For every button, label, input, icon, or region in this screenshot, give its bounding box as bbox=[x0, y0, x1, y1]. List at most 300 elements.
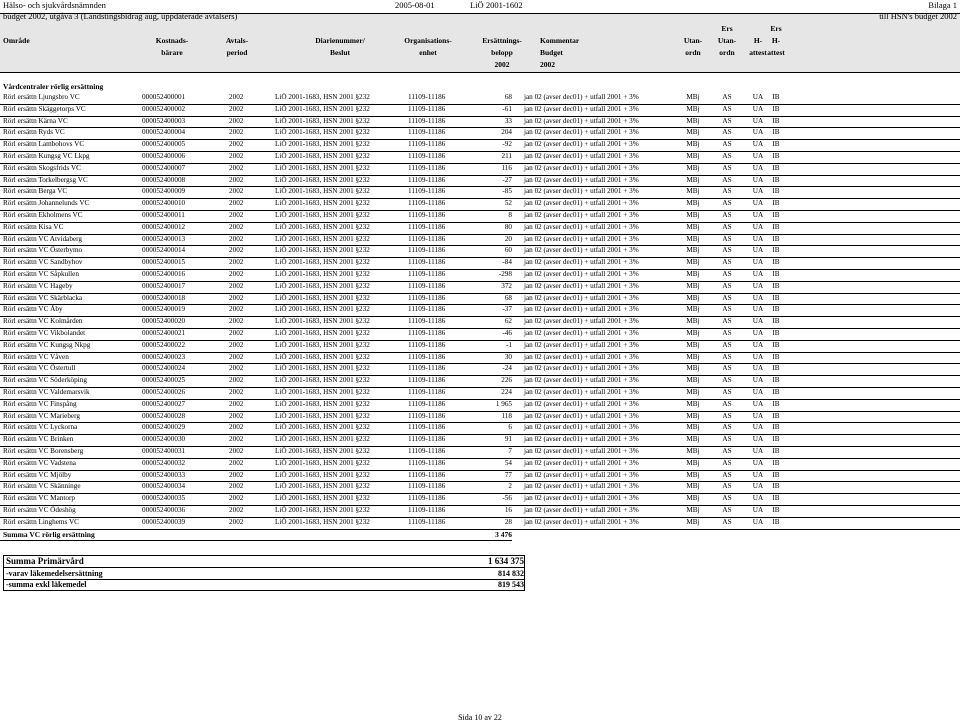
cell-belopp: 7 bbox=[508, 447, 512, 455]
section-total-row bbox=[0, 529, 512, 542]
org-name: Hälso- och sjukvårdsnämnden bbox=[3, 0, 106, 10]
cell-kostnadsbarare: 000052400017 bbox=[142, 281, 186, 290]
cell-ers-utanordn: AS bbox=[722, 447, 732, 455]
cell-kommentar: jan 02 (avser dec01) + utfall 2001 + 3% bbox=[524, 447, 639, 455]
cell-ers-utanordn: AS bbox=[722, 317, 732, 326]
cell-belopp: -24 bbox=[502, 364, 512, 373]
cell-utanordn: MBj bbox=[686, 270, 700, 278]
cell-ers-hattest: IB bbox=[772, 494, 780, 503]
cell-utanordn: MBj bbox=[686, 258, 700, 267]
cell-ers-utanordn: AS bbox=[722, 281, 732, 290]
cell-omrade: Rörl ersättn VC Skänninge bbox=[3, 482, 81, 491]
cell-beslut: LiÖ 2001-1683, HSN 2001 §232 bbox=[275, 199, 370, 208]
cell-ers-hattest: IB bbox=[772, 470, 780, 479]
cell-kostnadsbarare: 000052400018 bbox=[142, 293, 186, 302]
cell-ers-hattest: IB bbox=[772, 352, 780, 361]
cell-omrade: Rörl ersättn VC Mjölby bbox=[3, 470, 72, 479]
cell-utanordn: MBj bbox=[686, 234, 700, 243]
cell-kommentar: jan 02 (avser dec01) + utfall 2001 + 3% bbox=[524, 506, 639, 514]
cell-beslut: LiÖ 2001-1683, HSN 2001 §232 bbox=[275, 246, 370, 255]
cell-ers-hattest: IB bbox=[772, 340, 780, 349]
summary-exkl-label: -summa exkl läkemedel bbox=[6, 580, 87, 589]
document-reference: LiÖ 2001-1602 bbox=[470, 0, 523, 10]
cell-period: 2002 bbox=[229, 447, 244, 455]
cell-period: 2002 bbox=[229, 329, 244, 337]
cell-period: 2002 bbox=[229, 388, 244, 396]
cell-enhet: 11109-11186 bbox=[408, 199, 446, 208]
cell-hattest: UA bbox=[752, 517, 764, 526]
cell-kommentar: jan 02 (avser dec01) + utfall 2001 + 3% bbox=[524, 175, 639, 184]
cell-beslut: LiÖ 2001-1683, HSN 2001 §232 bbox=[275, 388, 370, 396]
cell-ers-hattest: IB bbox=[772, 305, 780, 314]
cell-hattest: UA bbox=[752, 340, 764, 349]
col-hattest-1: H- bbox=[753, 36, 763, 45]
col-ers-utanordn-0: Ers bbox=[721, 24, 733, 33]
cell-omrade: Rörl ersättn VC Skärblacka bbox=[3, 293, 83, 302]
cell-ers-hattest: IB bbox=[772, 175, 780, 184]
col-kostnadsbarare-1: Kostnads- bbox=[155, 36, 189, 45]
cell-enhet: 11109-11186 bbox=[408, 104, 446, 113]
cell-period: 2002 bbox=[229, 187, 244, 196]
cell-period: 2002 bbox=[229, 293, 244, 302]
cell-enhet: 11109-11186 bbox=[408, 352, 446, 361]
cell-ers-utanordn: AS bbox=[722, 116, 732, 125]
section-total-value: 3 476 bbox=[495, 529, 512, 539]
cell-hattest: UA bbox=[752, 399, 764, 408]
col-hattest-2: attest bbox=[749, 48, 767, 57]
cell-period: 2002 bbox=[229, 506, 244, 514]
cell-beslut: LiÖ 2001-1683, HSN 2001 §232 bbox=[275, 305, 370, 314]
cell-ers-utanordn: AS bbox=[722, 211, 732, 219]
cell-beslut: LiÖ 2001-1683, HSN 2001 §232 bbox=[275, 104, 370, 113]
cell-hattest: UA bbox=[752, 246, 764, 255]
col-kommentar-2: Budget bbox=[540, 48, 563, 57]
cell-omrade: Rörl ersättn VC Atvidaberg bbox=[3, 234, 82, 243]
cell-ers-utanordn: AS bbox=[722, 482, 732, 491]
cell-beslut: LiÖ 2001-1683, HSN 2001 §232 bbox=[275, 399, 370, 408]
cell-ers-hattest: IB bbox=[772, 293, 780, 302]
section-title: Vårdcentraler rörlig ersättning bbox=[3, 82, 104, 91]
cell-ers-utanordn: AS bbox=[722, 458, 732, 467]
cell-omrade: Rörl ersättn VC Lyckorna bbox=[3, 423, 78, 432]
cell-omrade: Rörl ersättn VC Vadstena bbox=[3, 458, 76, 467]
col-utanordn-2: ordn bbox=[685, 48, 701, 57]
cell-ers-utanordn: AS bbox=[722, 270, 732, 278]
cell-kostnadsbarare: 000052400035 bbox=[142, 494, 186, 503]
cell-beslut: LiÖ 2001-1683, HSN 2001 §232 bbox=[275, 116, 370, 125]
cell-ers-hattest: IB bbox=[772, 388, 780, 396]
cell-enhet: 11109-11186 bbox=[408, 329, 446, 337]
cell-omrade: Rörl ersättn Skogsfrids VC bbox=[3, 163, 81, 172]
attachment-label: Bilaga 1 bbox=[928, 0, 957, 10]
cell-hattest: UA bbox=[752, 116, 764, 125]
cell-kostnadsbarare: 000052400008 bbox=[142, 175, 186, 184]
cell-belopp: 118 bbox=[501, 411, 512, 420]
cell-period: 2002 bbox=[229, 435, 244, 444]
cell-belopp: -298 bbox=[498, 270, 512, 278]
summary-exkl bbox=[4, 579, 524, 590]
cell-omrade: Rörl ersättn VC Österbymo bbox=[3, 246, 83, 255]
cell-kostnadsbarare: 000052400011 bbox=[142, 211, 185, 219]
cell-belopp: 62 bbox=[504, 317, 512, 326]
cell-beslut: LiÖ 2001-1683, HSN 2001 §232 bbox=[275, 352, 370, 361]
cell-omrade: Rörl ersättn VC Finspång bbox=[3, 399, 77, 408]
cell-hattest: UA bbox=[752, 234, 764, 243]
summary-lakemedel-label: -varav läkemedelsersättning bbox=[6, 569, 103, 578]
cell-ers-hattest: IB bbox=[772, 116, 780, 125]
cell-hattest: UA bbox=[752, 222, 764, 231]
cell-beslut: LiÖ 2001-1683, HSN 2001 §232 bbox=[275, 423, 370, 432]
col-diarienummer-1: Diarienummer/ bbox=[315, 36, 365, 45]
col-kommentar-1: Kommentar bbox=[540, 36, 580, 45]
summary-lakemedel-value: 814 832 bbox=[498, 569, 524, 578]
cell-omrade: Rörl ersättn VC Marieberg bbox=[3, 411, 80, 420]
cell-omrade: Rörl ersättn VC Sandbyhov bbox=[3, 258, 83, 267]
cell-ers-utanordn: AS bbox=[722, 423, 732, 432]
cell-ers-hattest: IB bbox=[772, 93, 780, 101]
cell-hattest: UA bbox=[752, 187, 764, 196]
col-ers-hattest-2: attest bbox=[767, 48, 785, 57]
cell-period: 2002 bbox=[229, 163, 244, 172]
cell-belopp: 211 bbox=[501, 152, 512, 160]
cell-kostnadsbarare: 000052400033 bbox=[142, 470, 186, 479]
cell-kostnadsbarare: 000052400005 bbox=[142, 140, 186, 149]
cell-enhet: 11109-11186 bbox=[408, 246, 446, 255]
cell-enhet: 11109-11186 bbox=[408, 482, 446, 491]
cell-kommentar: jan 02 (avser dec01) + utfall 2001 + 3% bbox=[524, 187, 639, 196]
section-total-label: Summa VC rörlig ersättning bbox=[3, 529, 95, 539]
cell-ers-utanordn: AS bbox=[722, 376, 732, 385]
cell-enhet: 11109-11186 bbox=[408, 234, 446, 243]
cell-beslut: LiÖ 2001-1683, HSN 2001 §232 bbox=[275, 140, 370, 149]
cell-hattest: UA bbox=[752, 388, 764, 396]
cell-utanordn: MBj bbox=[686, 175, 700, 184]
cell-hattest: UA bbox=[752, 435, 764, 444]
col-ers-hattest-0: Ers bbox=[770, 24, 782, 33]
cell-beslut: LiÖ 2001-1683, HSN 2001 §232 bbox=[275, 211, 370, 219]
cell-belopp: 372 bbox=[501, 281, 512, 290]
cell-utanordn: MBj bbox=[686, 423, 700, 432]
col-avtalsperiod-2: period bbox=[226, 48, 248, 57]
cell-enhet: 11109-11186 bbox=[408, 517, 446, 526]
cell-utanordn: MBj bbox=[686, 388, 700, 396]
cell-hattest: UA bbox=[752, 140, 764, 149]
cell-period: 2002 bbox=[229, 246, 244, 255]
cell-ers-hattest: IB bbox=[772, 128, 780, 137]
cell-omrade: Rörl ersättn Kisa VC bbox=[3, 222, 64, 231]
cell-utanordn: MBj bbox=[686, 447, 700, 455]
cell-kommentar: jan 02 (avser dec01) + utfall 2001 + 3% bbox=[524, 470, 639, 479]
cell-utanordn: MBj bbox=[686, 352, 700, 361]
col-organisationsenhet-1: Organisations- bbox=[404, 36, 452, 45]
cell-enhet: 11109-11186 bbox=[408, 411, 446, 420]
cell-belopp: -92 bbox=[502, 140, 512, 149]
cell-period: 2002 bbox=[229, 317, 244, 326]
cell-omrade: Rörl ersättn Linghems VC bbox=[3, 517, 79, 526]
cell-period: 2002 bbox=[229, 458, 244, 467]
cell-ers-utanordn: AS bbox=[722, 246, 732, 255]
cell-omrade: Rörl ersättn Kungsg VC Lkpg bbox=[3, 152, 90, 160]
col-ers-utanordn-1: Utan- bbox=[717, 36, 737, 45]
cell-period: 2002 bbox=[229, 258, 244, 267]
cell-utanordn: MBj bbox=[686, 506, 700, 514]
cell-period: 2002 bbox=[229, 104, 244, 113]
cell-hattest: UA bbox=[752, 258, 764, 267]
cell-belopp: 52 bbox=[504, 199, 512, 208]
cell-ers-hattest: IB bbox=[772, 376, 780, 385]
cell-belopp: 60 bbox=[504, 246, 512, 255]
cell-enhet: 11109-11186 bbox=[408, 494, 446, 503]
cell-beslut: LiÖ 2001-1683, HSN 2001 §232 bbox=[275, 470, 370, 479]
attachment-sub: till HSN's budget 2002 bbox=[879, 11, 957, 21]
cell-kommentar: jan 02 (avser dec01) + utfall 2001 + 3% bbox=[524, 317, 639, 326]
cell-kommentar: jan 02 (avser dec01) + utfall 2001 + 3% bbox=[524, 435, 639, 444]
cell-ers-utanordn: AS bbox=[722, 340, 732, 349]
cell-ers-utanordn: AS bbox=[722, 494, 732, 503]
cell-enhet: 11109-11186 bbox=[408, 458, 446, 467]
cell-period: 2002 bbox=[229, 128, 244, 137]
cell-enhet: 11109-11186 bbox=[408, 340, 446, 349]
cell-ers-utanordn: AS bbox=[722, 399, 732, 408]
cell-beslut: LiÖ 2001-1683, HSN 2001 §232 bbox=[275, 376, 370, 385]
cell-ers-hattest: IB bbox=[772, 246, 780, 255]
cell-enhet: 11109-11186 bbox=[408, 93, 446, 101]
cell-kommentar: jan 02 (avser dec01) + utfall 2001 + 3% bbox=[524, 352, 639, 361]
cell-hattest: UA bbox=[752, 470, 764, 479]
col-ers-utanordn-2: ordn bbox=[719, 48, 735, 57]
cell-ers-hattest: IB bbox=[772, 317, 780, 326]
cell-beslut: LiÖ 2001-1683, HSN 2001 §232 bbox=[275, 364, 370, 373]
cell-omrade: Rörl ersättn Lambohovs VC bbox=[3, 140, 85, 149]
cell-ers-utanordn: AS bbox=[722, 258, 732, 267]
cell-utanordn: MBj bbox=[686, 470, 700, 479]
cell-belopp: -46 bbox=[502, 329, 512, 337]
cell-utanordn: MBj bbox=[686, 340, 700, 349]
col-belopp-1: Ersättnings- bbox=[482, 36, 522, 45]
summary-lakemedel bbox=[4, 568, 524, 579]
cell-kommentar: jan 02 (avser dec01) + utfall 2001 + 3% bbox=[524, 116, 639, 125]
budget-version: budget 2002, utgåva 3 (Landstingsbidrag aug, uppdaterade avtalsers) bbox=[3, 11, 238, 21]
cell-utanordn: MBj bbox=[686, 329, 700, 337]
cell-kommentar: jan 02 (avser dec01) + utfall 2001 + 3% bbox=[524, 270, 639, 278]
summary-exkl-value: 819 543 bbox=[498, 580, 524, 589]
cell-kommentar: jan 02 (avser dec01) + utfall 2001 + 3% bbox=[524, 140, 639, 149]
cell-ers-utanordn: AS bbox=[722, 187, 732, 196]
cell-ers-hattest: IB bbox=[772, 234, 780, 243]
cell-kommentar: jan 02 (avser dec01) + utfall 2001 + 3% bbox=[524, 104, 639, 113]
cell-enhet: 11109-11186 bbox=[408, 423, 446, 432]
cell-utanordn: MBj bbox=[686, 293, 700, 302]
cell-beslut: LiÖ 2001-1683, HSN 2001 §232 bbox=[275, 152, 370, 160]
cell-belopp: -85 bbox=[502, 187, 512, 196]
cell-omrade: Rörl ersättn Skäggetorps VC bbox=[3, 104, 86, 113]
cell-enhet: 11109-11186 bbox=[408, 128, 446, 137]
col-kommentar-3: 2002 bbox=[540, 60, 555, 69]
cell-period: 2002 bbox=[229, 211, 244, 219]
cell-kommentar: jan 02 (avser dec01) + utfall 2001 + 3% bbox=[524, 482, 639, 491]
cell-belopp: 28 bbox=[504, 517, 512, 526]
cell-hattest: UA bbox=[752, 211, 764, 219]
cell-hattest: UA bbox=[752, 281, 764, 290]
cell-kommentar: jan 02 (avser dec01) + utfall 2001 + 3% bbox=[524, 258, 639, 267]
cell-kommentar: jan 02 (avser dec01) + utfall 2001 + 3% bbox=[524, 411, 639, 420]
cell-utanordn: MBj bbox=[686, 482, 700, 491]
cell-beslut: LiÖ 2001-1683, HSN 2001 §232 bbox=[275, 340, 370, 349]
cell-kommentar: jan 02 (avser dec01) + utfall 2001 + 3% bbox=[524, 152, 639, 160]
cell-beslut: LiÖ 2001-1683, HSN 2001 §232 bbox=[275, 93, 370, 101]
cell-omrade: Rörl ersättn Torkelbergsg VC bbox=[3, 175, 88, 184]
col-utanordn-1: Utan- bbox=[683, 36, 703, 45]
cell-kommentar: jan 02 (avser dec01) + utfall 2001 + 3% bbox=[524, 423, 639, 432]
cell-beslut: LiÖ 2001-1683, HSN 2001 §232 bbox=[275, 222, 370, 231]
cell-ers-utanordn: AS bbox=[722, 506, 732, 514]
cell-kostnadsbarare: 000052400025 bbox=[142, 376, 186, 385]
cell-period: 2002 bbox=[229, 517, 244, 526]
cell-utanordn: MBj bbox=[686, 494, 700, 503]
cell-utanordn: MBj bbox=[686, 199, 700, 208]
cell-ers-utanordn: AS bbox=[722, 435, 732, 444]
cell-ers-hattest: IB bbox=[772, 140, 780, 149]
cell-hattest: UA bbox=[752, 494, 764, 503]
col-diarienummer-2: Beslut bbox=[329, 48, 351, 57]
cell-ers-hattest: IB bbox=[772, 281, 780, 290]
cell-belopp: 6 bbox=[508, 423, 512, 432]
cell-belopp: 224 bbox=[501, 388, 512, 396]
cell-beslut: LiÖ 2001-1683, HSN 2001 §232 bbox=[275, 411, 370, 420]
cell-enhet: 11109-11186 bbox=[408, 470, 446, 479]
cell-kommentar: jan 02 (avser dec01) + utfall 2001 + 3% bbox=[524, 163, 639, 172]
cell-omrade: Rörl ersättn VC Åby bbox=[3, 305, 63, 314]
cell-beslut: LiÖ 2001-1683, HSN 2001 §232 bbox=[275, 482, 370, 491]
cell-ers-utanordn: AS bbox=[722, 293, 732, 302]
cell-utanordn: MBj bbox=[686, 246, 700, 255]
cell-kommentar: jan 02 (avser dec01) + utfall 2001 + 3% bbox=[524, 222, 639, 231]
cell-period: 2002 bbox=[229, 116, 244, 125]
cell-beslut: LiÖ 2001-1683, HSN 2001 §232 bbox=[275, 270, 370, 278]
cell-kommentar: jan 02 (avser dec01) + utfall 2001 + 3% bbox=[524, 305, 639, 314]
cell-period: 2002 bbox=[229, 423, 244, 432]
cell-utanordn: MBj bbox=[686, 517, 700, 526]
cell-enhet: 11109-11186 bbox=[408, 376, 446, 385]
cell-ers-hattest: IB bbox=[772, 211, 780, 219]
cell-ers-utanordn: AS bbox=[722, 234, 732, 243]
cell-kostnadsbarare: 000052400009 bbox=[142, 187, 186, 196]
cell-belopp: 1 965 bbox=[495, 399, 512, 408]
cell-kommentar: jan 02 (avser dec01) + utfall 2001 + 3% bbox=[524, 340, 639, 349]
cell-kostnadsbarare: 000052400013 bbox=[142, 234, 186, 243]
cell-period: 2002 bbox=[229, 376, 244, 385]
cell-ers-hattest: IB bbox=[772, 447, 780, 455]
cell-kostnadsbarare: 000052400003 bbox=[142, 116, 186, 125]
cell-ers-hattest: IB bbox=[772, 199, 780, 208]
cell-kostnadsbarare: 000052400031 bbox=[142, 447, 186, 455]
cell-belopp: -84 bbox=[502, 258, 512, 267]
cell-kostnadsbarare: 000052400012 bbox=[142, 222, 186, 231]
cell-hattest: UA bbox=[752, 305, 764, 314]
cell-kommentar: jan 02 (avser dec01) + utfall 2001 + 3% bbox=[524, 93, 639, 101]
cell-enhet: 11109-11186 bbox=[408, 222, 446, 231]
cell-hattest: UA bbox=[752, 447, 764, 455]
cell-ers-hattest: IB bbox=[772, 506, 780, 514]
cell-hattest: UA bbox=[752, 163, 764, 172]
cell-utanordn: MBj bbox=[686, 222, 700, 231]
cell-omrade: Rörl ersättn Ekholmens VC bbox=[3, 211, 83, 219]
cell-utanordn: MBj bbox=[686, 140, 700, 149]
cell-hattest: UA bbox=[752, 199, 764, 208]
cell-kommentar: jan 02 (avser dec01) + utfall 2001 + 3% bbox=[524, 199, 639, 208]
cell-period: 2002 bbox=[229, 399, 244, 408]
cell-period: 2002 bbox=[229, 340, 244, 349]
cell-kostnadsbarare: 000052400019 bbox=[142, 305, 186, 314]
cell-belopp: 68 bbox=[504, 93, 512, 101]
cell-ers-hattest: IB bbox=[772, 270, 780, 278]
cell-omrade: Rörl ersättn VC Valdemarsvik bbox=[3, 388, 90, 396]
cell-ers-utanordn: AS bbox=[722, 364, 732, 373]
cell-belopp: 80 bbox=[504, 222, 512, 231]
cell-kostnadsbarare: 000052400002 bbox=[142, 104, 186, 113]
cell-kommentar: jan 02 (avser dec01) + utfall 2001 + 3% bbox=[524, 399, 639, 408]
cell-ers-hattest: IB bbox=[772, 423, 780, 432]
cell-hattest: UA bbox=[752, 317, 764, 326]
cell-beslut: LiÖ 2001-1683, HSN 2001 §232 bbox=[275, 458, 370, 467]
cell-ers-utanordn: AS bbox=[722, 517, 732, 526]
cell-ers-hattest: IB bbox=[772, 364, 780, 373]
cell-hattest: UA bbox=[752, 352, 764, 361]
cell-utanordn: MBj bbox=[686, 128, 700, 137]
cell-beslut: LiÖ 2001-1683, HSN 2001 §232 bbox=[275, 175, 370, 184]
cell-utanordn: MBj bbox=[686, 163, 700, 172]
cell-beslut: LiÖ 2001-1683, HSN 2001 §232 bbox=[275, 128, 370, 137]
cell-belopp: -37 bbox=[502, 305, 512, 314]
cell-omrade: Rörl ersättn Johannelunds VC bbox=[3, 199, 90, 208]
cell-hattest: UA bbox=[752, 93, 764, 101]
cell-enhet: 11109-11186 bbox=[408, 163, 446, 172]
cell-beslut: LiÖ 2001-1683, HSN 2001 §232 bbox=[275, 258, 370, 267]
cell-belopp: 91 bbox=[504, 435, 512, 444]
col-organisationsenhet-2: enhet bbox=[419, 48, 437, 57]
cell-ers-hattest: IB bbox=[772, 222, 780, 231]
cell-utanordn: MBj bbox=[686, 211, 700, 219]
cell-utanordn: MBj bbox=[686, 317, 700, 326]
cell-kommentar: jan 02 (avser dec01) + utfall 2001 + 3% bbox=[524, 234, 639, 243]
cell-enhet: 11109-11186 bbox=[408, 152, 446, 160]
cell-utanordn: MBj bbox=[686, 152, 700, 160]
cell-kostnadsbarare: 000052400001 bbox=[142, 93, 186, 101]
cell-kostnadsbarare: 000052400021 bbox=[142, 329, 186, 337]
cell-ers-utanordn: AS bbox=[722, 388, 732, 396]
cell-enhet: 11109-11186 bbox=[408, 305, 446, 314]
cell-kostnadsbarare: 000052400024 bbox=[142, 364, 186, 373]
cell-kommentar: jan 02 (avser dec01) + utfall 2001 + 3% bbox=[524, 364, 639, 373]
cell-ers-utanordn: AS bbox=[722, 152, 732, 160]
cell-hattest: UA bbox=[752, 376, 764, 385]
cell-ers-utanordn: AS bbox=[722, 140, 732, 149]
cell-hattest: UA bbox=[752, 458, 764, 467]
cell-ers-utanordn: AS bbox=[722, 199, 732, 208]
cell-belopp: -27 bbox=[502, 175, 512, 184]
cell-kostnadsbarare: 000052400015 bbox=[142, 258, 186, 267]
cell-omrade: Rörl ersättn VC Våven bbox=[3, 352, 69, 361]
cell-period: 2002 bbox=[229, 364, 244, 373]
cell-kostnadsbarare: 000052400028 bbox=[142, 411, 186, 420]
cell-ers-hattest: IB bbox=[772, 482, 780, 491]
cell-period: 2002 bbox=[229, 494, 244, 503]
cell-enhet: 11109-11186 bbox=[408, 447, 446, 455]
cell-belopp: 2 bbox=[508, 482, 512, 491]
cell-kommentar: jan 02 (avser dec01) + utfall 2001 + 3% bbox=[524, 494, 639, 503]
cell-ers-utanordn: AS bbox=[722, 305, 732, 314]
cell-period: 2002 bbox=[229, 270, 244, 278]
